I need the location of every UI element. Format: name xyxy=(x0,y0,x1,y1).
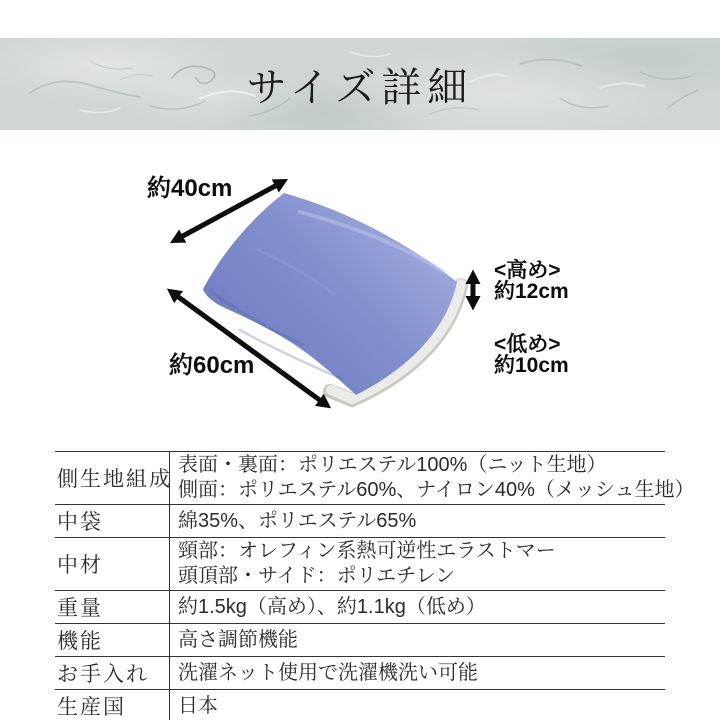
spec-label: お手入れ xyxy=(55,657,170,690)
spec-label: 中材 xyxy=(55,538,170,591)
spec-value xyxy=(170,452,695,505)
spec-value-line: 洗濯ネット使用で洗濯機洗い可能 xyxy=(178,661,478,684)
section-banner xyxy=(0,38,720,130)
pillow-diagram xyxy=(0,130,720,452)
width-dimension-label: 約40cm xyxy=(147,175,233,202)
spec-value xyxy=(170,591,666,624)
height-low-value: 約10cm xyxy=(494,354,569,377)
spec-table xyxy=(55,451,695,720)
height-low-title: <低め> xyxy=(494,333,561,356)
spec-value-line: 頭頂部・サイド：ポリエチレン xyxy=(178,565,456,587)
spec-value xyxy=(170,657,666,690)
spec-label: 重量 xyxy=(55,591,170,624)
spec-row-filling xyxy=(55,538,665,591)
page-title: サイズ詳細 xyxy=(246,64,474,110)
spec-label: 機能 xyxy=(55,624,170,657)
height-high-title: <高め> xyxy=(494,259,561,282)
spec-label: 生産国 xyxy=(55,690,170,720)
spec-value-line: 綿35%、ポリエステル65% xyxy=(178,509,417,532)
spec-row-inner-bag xyxy=(55,505,665,538)
spec-value xyxy=(170,538,666,591)
spec-value-line: 約1.5kg（高め）、約1.1kg（低め） xyxy=(178,595,486,618)
spec-value-line: 日本 xyxy=(178,694,218,717)
spec-row-care xyxy=(55,657,665,690)
spec-value-line: 高さ調節機能 xyxy=(178,628,298,651)
spec-row-weight xyxy=(55,591,665,624)
length-dimension-label: 約60cm xyxy=(169,352,255,379)
height-high-label xyxy=(494,260,569,302)
spec-value-line: 頸部：オレフィン系熱可逆性エラストマー xyxy=(178,540,556,562)
spec-label: 中袋 xyxy=(55,505,170,538)
spec-value xyxy=(170,624,666,657)
spec-value xyxy=(170,690,666,720)
height-low-label xyxy=(494,334,569,376)
spec-value-line: 表面・裏面：ポリエステル100%（ニット生地） xyxy=(178,454,607,476)
spec-row-fabric xyxy=(55,452,665,505)
spec-row-country xyxy=(55,690,665,720)
spec-label: 側生地組成 xyxy=(55,452,170,505)
spec-row-function xyxy=(55,624,665,657)
spec-value xyxy=(170,505,666,538)
spec-value-line: 側面：ポリエステル60%、ナイロン40%（メッシュ生地） xyxy=(178,479,695,501)
height-high-value: 約12cm xyxy=(494,280,569,303)
